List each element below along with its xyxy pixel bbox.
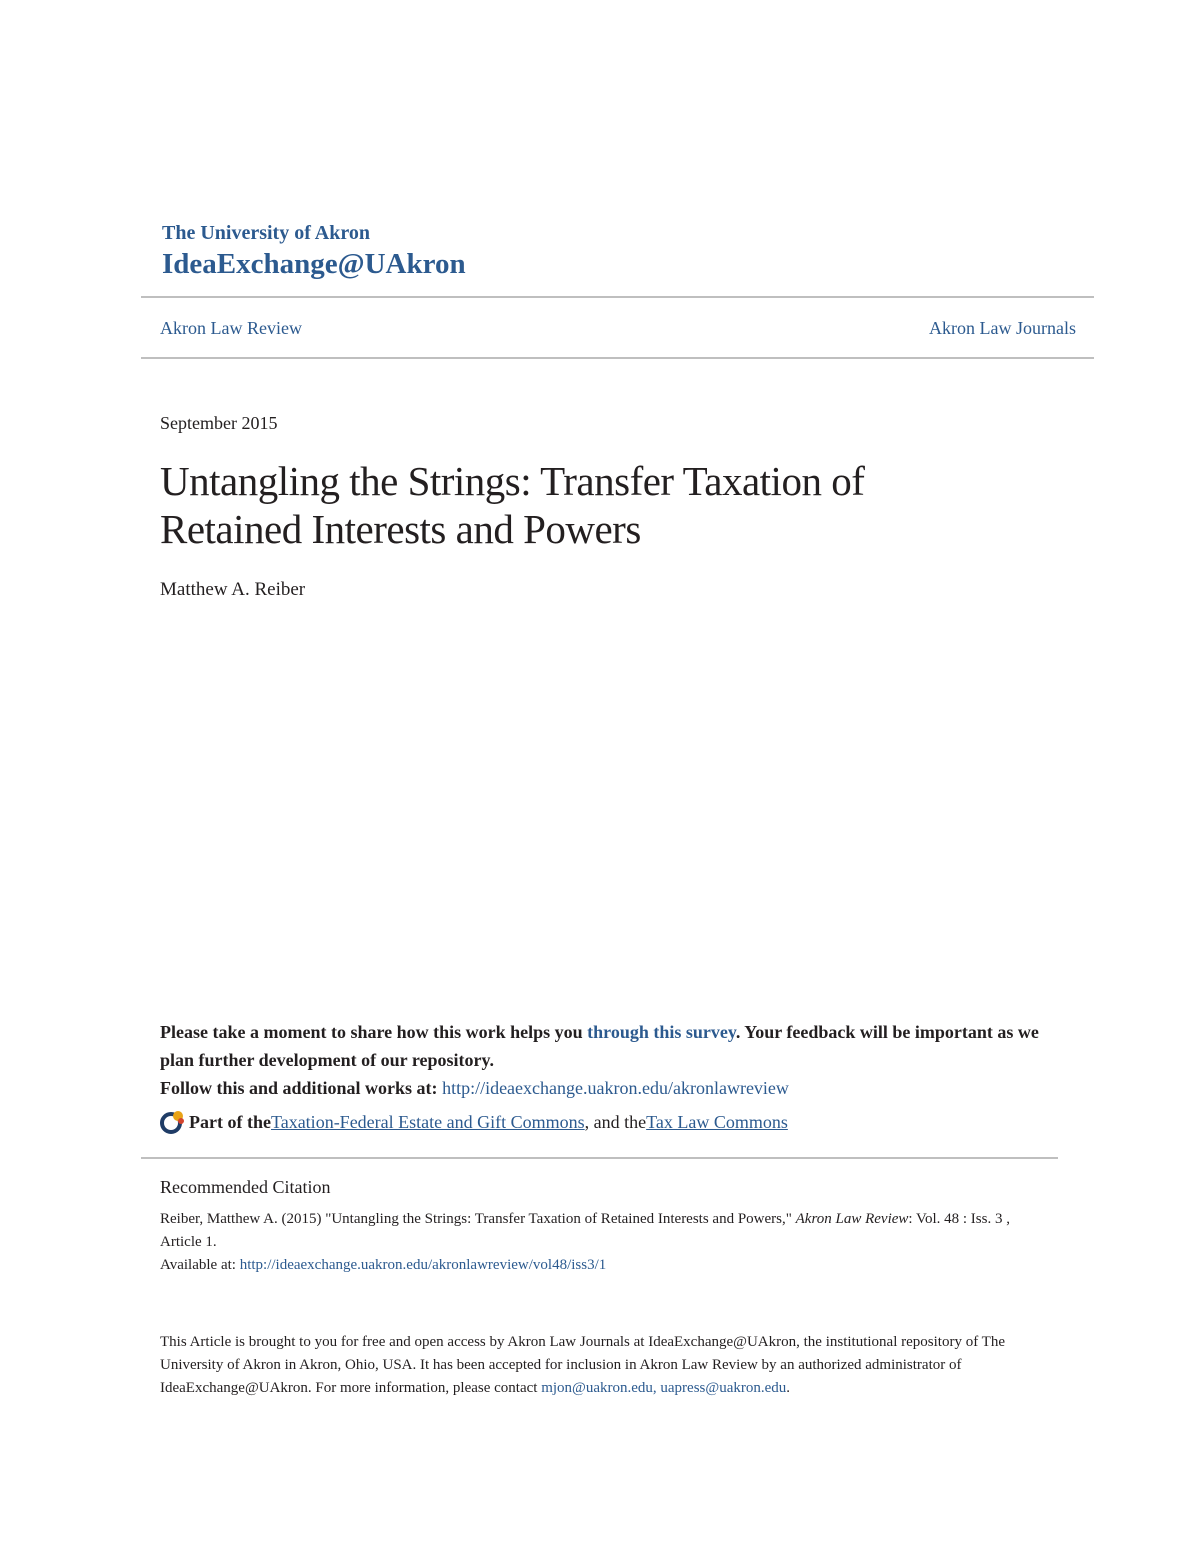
citation-journal: Akron Law Review bbox=[795, 1211, 909, 1227]
citation-text-2: : Vol. 48 : Iss. 3 , Article 1. bbox=[160, 1211, 1010, 1250]
access-notice-text: This Article is brought to you for free and open access by Akron Law Journals at IdeaExchange@UAkron, the institutional repository of The University of Akron in Akron, Ohio, USA. It has been accepted for inclusion in Akron Law Review by an authorized administrator of IdeaExchange@UAkron. For more information, please contact bbox=[160, 1334, 1005, 1396]
header-divider-top bbox=[141, 296, 1094, 298]
institution-name: The University of Akron bbox=[162, 222, 370, 244]
akron-law-journals-link[interactable]: Akron Law Journals bbox=[929, 318, 1076, 338]
access-notice-end: . bbox=[786, 1380, 791, 1396]
article-title bbox=[160, 457, 1020, 553]
part-of-line bbox=[160, 1109, 788, 1135]
article-author: Matthew A. Reiber bbox=[160, 579, 306, 600]
repository-name-link[interactable]: IdeaExchange@UAkron bbox=[162, 248, 466, 280]
feedback-text-2: . Your feedback will be important as we plan further development of our repository. bbox=[160, 1022, 1039, 1070]
commons-link-tax-law[interactable]: Tax Law Commons bbox=[646, 1111, 788, 1132]
recommended-citation-heading: Recommended Citation bbox=[160, 1177, 331, 1197]
partof-mid: , and the bbox=[584, 1111, 647, 1132]
follow-label: Follow this and additional works at: bbox=[160, 1078, 443, 1098]
article-title-line-2: Retained Interests and Powers bbox=[160, 506, 641, 552]
article-title-line-1: Untangling the Strings: Transfer Taxation of bbox=[160, 458, 865, 504]
access-notice bbox=[160, 1331, 1010, 1400]
feedback-block bbox=[160, 1018, 1040, 1102]
header-divider-bottom bbox=[141, 357, 1094, 359]
partof-label: Part of the bbox=[189, 1111, 271, 1132]
follow-url-link[interactable]: http://ideaexchange.uakron.edu/akronlawreview bbox=[442, 1078, 789, 1098]
citation-divider bbox=[141, 1157, 1058, 1159]
digital-commons-icon bbox=[160, 1109, 186, 1135]
repository-header bbox=[162, 221, 466, 281]
feedback-text-1: Please take a moment to share how this work helps you bbox=[160, 1022, 588, 1042]
survey-link[interactable]: through this survey bbox=[587, 1022, 736, 1042]
feedback-paragraph bbox=[160, 1018, 1040, 1074]
citation-text bbox=[160, 1208, 1030, 1254]
article-url-link[interactable]: http://ideaexchange.uakron.edu/akronlawreview/vol48/iss3/1 bbox=[239, 1257, 607, 1273]
available-at-line bbox=[160, 1257, 606, 1274]
commons-link-estate-gift[interactable]: Taxation-Federal Estate and Gift Commons bbox=[270, 1111, 585, 1132]
follow-line bbox=[160, 1074, 1040, 1102]
akron-law-review-link[interactable]: Akron Law Review bbox=[160, 318, 302, 338]
publication-date: September 2015 bbox=[160, 413, 278, 433]
citation-text-1: Reiber, Matthew A. (2015) "Untangling the Strings: Transfer Taxation of Retained Interests and Powers," bbox=[160, 1211, 796, 1227]
contact-email-links[interactable]: mjon@uakron.edu, uapress@uakron.edu bbox=[541, 1380, 787, 1396]
available-label: Available at: bbox=[160, 1257, 240, 1273]
